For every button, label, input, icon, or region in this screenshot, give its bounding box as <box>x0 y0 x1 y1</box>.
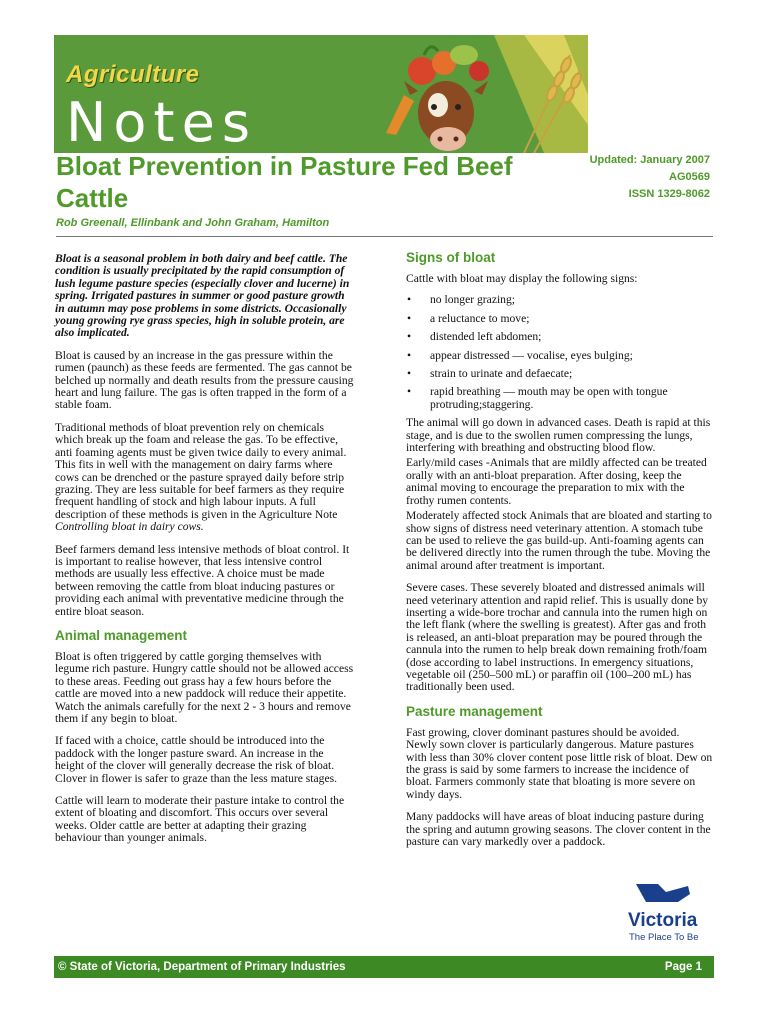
victoria-logo <box>628 880 704 944</box>
updated-date: Updated: January 2007 <box>589 154 710 166</box>
body-paragraph: Bloat is caused by an increase in the gas pressure within the rumen (paunch) as these feeds are fermented. The gas cannot be belched up normally and death results from the pressure causing heart and lung failure. The gas is often trapped in the form of a stable foam. <box>55 348 354 412</box>
farm-produce-illustration <box>374 35 588 153</box>
body-paragraph: Moderately affected stock Animals that are bloated and starting to show signs of distress need veterinary attention. A stomach tube can be used to relieve the gas build-up. Anti-foaming agents can be delivered directly into the rumen through the tube. Moving the animal around after treatment is important. <box>406 509 712 572</box>
body-paragraph: Beef farmers demand less intensive methods of bloat control. It is important to realise however, that less intensive control methods are usually less effective. A choice must be made between removing the cattle from bloat inducing pastures or providing each animal with preventative medicine through the entire bloat season. <box>55 542 350 618</box>
issn-number: ISSN 1329-8062 <box>628 188 710 200</box>
agriculture-notes-banner <box>54 35 588 153</box>
document-title: Bloat Prevention in Pasture Fed Beef Cattle <box>56 151 513 213</box>
list-item: • rapid breathing — mouth may be open with tongue protruding;staggering. <box>406 386 713 411</box>
body-paragraph: The animal will go down in advanced cases. Death is rapid at this stage, and is due to the swollen rumen compressing the lungs, interfering with breathing and obstructing blood flow. <box>406 416 711 455</box>
body-paragraph: Cattle will learn to moderate their pasture intake to control the extent of bloating and discomfort. This occurs over several weeks. Older cattle are better at adapting their grazing behaviour than younger animals. <box>55 794 345 845</box>
page-number: Page 1 <box>664 961 702 973</box>
left-column <box>55 253 355 855</box>
copyright-text: © State of Victoria, Department of Primary Industries <box>58 961 346 973</box>
body-paragraph: Fast growing, clover dominant pastures should be avoided. Newly sown clover is particularly dangerous. Mature pastures with less than 30% clover content pose little risk of bloat. Dew on the grass is said by some farmers to increase the incidence of bloat. Farmers commonly state that bloating is more severe on windy days. <box>406 725 713 801</box>
section-heading-animal-management: Animal management <box>55 627 188 643</box>
signs-list <box>406 294 713 411</box>
series-name-notes: Notes <box>66 91 257 153</box>
list-item: • strain to urinate and defaecate; <box>406 368 713 380</box>
body-paragraph: Many paddocks will have areas of bloat inducing pasture during the spring and autumn growing seasons. The clover content in the pasture can vary markedly over a paddock. <box>406 810 711 849</box>
page-footer <box>54 956 714 978</box>
body-paragraph <box>55 422 355 534</box>
list-item: • a reluctance to move; <box>406 313 713 325</box>
logo-tagline: The Place To Be <box>629 932 699 943</box>
list-item: • appear distressed — vocalise, eyes bulging; <box>406 350 713 362</box>
body-paragraph: If faced with a choice, cattle should be introduced into the paddock with the longer pasture sward. An increase in the height of the clover will generally decrease the risk of bloat. Clover in flower is safer to graze than the less mature stages. <box>55 734 338 785</box>
header-divider <box>56 236 713 237</box>
referenced-note-title: Controlling bloat in dairy cows. <box>55 520 204 534</box>
list-item: • distended left abdomen; <box>406 331 713 343</box>
body-paragraph: Bloat is often triggered by cattle gorging themselves with legume rich pasture. Hungry cattle should not be allowed access to these areas. Feeding out grass hay a few hours before the cattle are moved into a new paddock will reduce their appetite. Watch the animals carefully for the next 2 - 3 hours and remove them if any begin to bloat. <box>55 649 354 725</box>
cow-icon <box>404 81 488 151</box>
section-heading-signs-of-bloat: Signs of bloat <box>406 250 496 265</box>
body-paragraph: Severe cases. These severely bloated and distressed animals will need veterinary attention and rapid relief. This is usually done by inserting a wide-bore trochar and cannula into the rumen high on the left flank (where the swelling is greatest). After gas and froth is released, an anti-bloat preparation may be poured through the cannula into the rumen to help break down remaining froth/foam (dose according to label instructions. In emergency situations, vegetable oil (250–500 mL) or paraffin oil (100–200 mL) has traditionally been used. <box>406 581 709 694</box>
right-column <box>406 250 713 858</box>
list-item: • no longer grazing; <box>406 294 713 306</box>
section-heading-pasture-management: Pasture management <box>406 703 543 719</box>
body-text: Traditional methods of bloat prevention rely on chemicals which break up the foam and release the gas. To be effective, anti foaming agents must be given twice daily to every animal. This fits in well with the management on dairy farms where cows can be drenched or the pasture sprayed daily before strip grazing. They are less suitable for beef farmers as they require frequent handling of stock and high labour inputs. A full description of these methods is given in the Agriculture Note <box>55 420 347 521</box>
signs-intro: Cattle with bloat may display the following signs: <box>406 272 638 285</box>
authors-line: Rob Greenall, Ellinbank and John Graham, Hamilton <box>56 217 330 229</box>
logo-name: Victoria <box>628 910 698 931</box>
series-name-agriculture: Agriculture <box>66 61 200 88</box>
body-paragraph: Early/mild cases -Animals that are mildly affected can be treated orally with an anti-bloat preparation. After dosing, keep the animal moving to encourage the preparation to mix with the frothy rumen contents. <box>406 456 707 507</box>
document-code: AG0569 <box>669 171 710 183</box>
intro-paragraph: Bloat is a seasonal problem in both dairy and beef cattle. The condition is usually precipitated by the rapid consumption of lush legume pasture species (especially clover and lucerne) in spring. Irrigated pastures in summer or good pasture growth in autumn may pose problems in some districts. Occasionally young growing rye grass species, high in soluble protein, are also implicated. <box>55 252 350 340</box>
document-meta <box>590 152 710 203</box>
